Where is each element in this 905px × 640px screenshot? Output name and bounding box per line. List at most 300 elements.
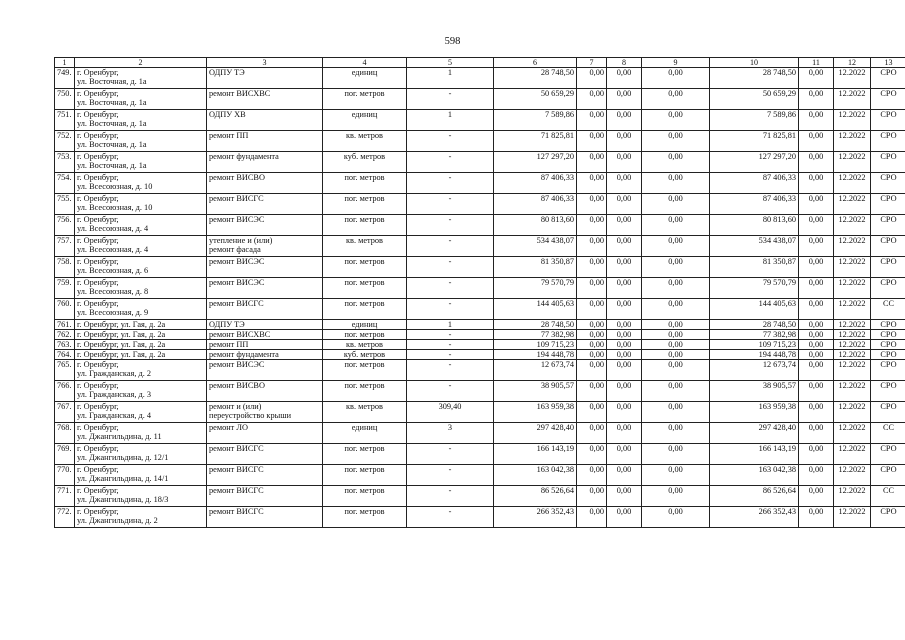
- address-cell: г. Оренбург, ул. Всесоюзная, д. 4: [75, 236, 207, 257]
- work-type-cell: ремонт ВИСЭС: [207, 257, 323, 278]
- column-10-cell: 109 715,23: [710, 340, 799, 350]
- address-cell: г. Оренбург, ул. Гая, д. 2а: [75, 320, 207, 330]
- column-9-cell: 0,00: [642, 89, 710, 110]
- date-cell: 12.2022: [834, 110, 871, 131]
- column-10-cell: 87 406,33: [710, 194, 799, 215]
- quantity-cell: 1: [407, 110, 494, 131]
- table-row: [55, 194, 905, 215]
- column-8-cell: 0,00: [607, 194, 642, 215]
- table-row: [55, 486, 905, 507]
- row-number: 763.: [55, 340, 75, 350]
- column-8-cell: 0,00: [607, 173, 642, 194]
- work-type-cell: ремонт ВИСГС: [207, 465, 323, 486]
- column-11-cell: 0,00: [799, 131, 834, 152]
- table-row: [55, 340, 905, 350]
- column-11-cell: 0,00: [799, 320, 834, 330]
- org-type-cell: СРО: [871, 507, 905, 528]
- column-8-cell: 0,00: [607, 350, 642, 360]
- unit-cell: кв. метров: [323, 131, 407, 152]
- unit-cell: кв. метров: [323, 402, 407, 423]
- row-number: 770.: [55, 465, 75, 486]
- quantity-cell: -: [407, 299, 494, 320]
- column-header: 4: [323, 58, 407, 68]
- cost-cell: 50 659,29: [494, 89, 577, 110]
- address-cell: г. Оренбург, ул. Восточная, д. 1а: [75, 131, 207, 152]
- column-8-cell: 0,00: [607, 486, 642, 507]
- column-7-cell: 0,00: [577, 486, 607, 507]
- quantity-cell: 3: [407, 423, 494, 444]
- unit-cell: пог. метров: [323, 173, 407, 194]
- org-type-cell: СРО: [871, 360, 905, 381]
- quantity-cell: -: [407, 340, 494, 350]
- cost-cell: 87 406,33: [494, 194, 577, 215]
- unit-cell: единиц: [323, 423, 407, 444]
- column-9-cell: 0,00: [642, 330, 710, 340]
- column-9-cell: 0,00: [642, 381, 710, 402]
- unit-cell: куб. метров: [323, 152, 407, 173]
- column-8-cell: 0,00: [607, 131, 642, 152]
- work-type-cell: ремонт ВИСЭС: [207, 215, 323, 236]
- date-cell: 12.2022: [834, 152, 871, 173]
- row-number: 753.: [55, 152, 75, 173]
- column-11-cell: 0,00: [799, 110, 834, 131]
- date-cell: 12.2022: [834, 507, 871, 528]
- org-type-cell: СРО: [871, 89, 905, 110]
- column-10-cell: 79 570,79: [710, 278, 799, 299]
- row-number: 751.: [55, 110, 75, 131]
- work-type-cell: ремонт ВИСЭС: [207, 278, 323, 299]
- unit-cell: кв. метров: [323, 340, 407, 350]
- work-type-cell: ремонт и (или) переустройство крыши: [207, 402, 323, 423]
- address-cell: г. Оренбург, ул. Всесоюзная, д. 10: [75, 194, 207, 215]
- address-cell: г. Оренбург, ул. Всесоюзная, д. 8: [75, 278, 207, 299]
- quantity-cell: -: [407, 173, 494, 194]
- column-10-cell: 166 143,19: [710, 444, 799, 465]
- unit-cell: пог. метров: [323, 444, 407, 465]
- quantity-cell: -: [407, 381, 494, 402]
- table-row: [55, 236, 905, 257]
- cost-cell: 80 813,60: [494, 215, 577, 236]
- column-10-cell: 194 448,78: [710, 350, 799, 360]
- column-10-cell: 127 297,20: [710, 152, 799, 173]
- cost-cell: 127 297,20: [494, 152, 577, 173]
- column-11-cell: 0,00: [799, 330, 834, 340]
- row-number: 767.: [55, 402, 75, 423]
- org-type-cell: СРО: [871, 381, 905, 402]
- column-7-cell: 0,00: [577, 350, 607, 360]
- date-cell: 12.2022: [834, 173, 871, 194]
- date-cell: 12.2022: [834, 402, 871, 423]
- quantity-cell: 309,40: [407, 402, 494, 423]
- cost-cell: 144 405,63: [494, 299, 577, 320]
- address-cell: г. Оренбург, ул. Гая, д. 2а: [75, 340, 207, 350]
- cost-cell: 87 406,33: [494, 173, 577, 194]
- column-8-cell: 0,00: [607, 330, 642, 340]
- table-row: [55, 402, 905, 423]
- column-10-cell: 81 350,87: [710, 257, 799, 278]
- column-7-cell: 0,00: [577, 320, 607, 330]
- quantity-cell: 1: [407, 68, 494, 89]
- date-cell: 12.2022: [834, 444, 871, 465]
- column-8-cell: 0,00: [607, 89, 642, 110]
- work-type-cell: ОДПУ ХВ: [207, 110, 323, 131]
- org-type-cell: СРО: [871, 320, 905, 330]
- cost-cell: 79 570,79: [494, 278, 577, 299]
- row-number: 768.: [55, 423, 75, 444]
- address-cell: г. Оренбург, ул. Гая, д. 2а: [75, 350, 207, 360]
- column-8-cell: 0,00: [607, 257, 642, 278]
- column-11-cell: 0,00: [799, 381, 834, 402]
- column-10-cell: 50 659,29: [710, 89, 799, 110]
- row-number: 772.: [55, 507, 75, 528]
- quantity-cell: -: [407, 360, 494, 381]
- org-type-cell: СС: [871, 299, 905, 320]
- date-cell: 12.2022: [834, 236, 871, 257]
- column-9-cell: 0,00: [642, 68, 710, 89]
- work-type-cell: ремонт ВИСЭС: [207, 360, 323, 381]
- column-9-cell: 0,00: [642, 486, 710, 507]
- unit-cell: пог. метров: [323, 89, 407, 110]
- unit-cell: пог. метров: [323, 257, 407, 278]
- table-row: [55, 360, 905, 381]
- table-row: [55, 110, 905, 131]
- column-7-cell: 0,00: [577, 381, 607, 402]
- column-8-cell: 0,00: [607, 360, 642, 381]
- org-type-cell: СС: [871, 486, 905, 507]
- column-7-cell: 0,00: [577, 340, 607, 350]
- column-7-cell: 0,00: [577, 423, 607, 444]
- date-cell: 12.2022: [834, 330, 871, 340]
- column-7-cell: 0,00: [577, 236, 607, 257]
- date-cell: 12.2022: [834, 194, 871, 215]
- column-9-cell: 0,00: [642, 257, 710, 278]
- column-header: 7: [577, 58, 607, 68]
- date-cell: 12.2022: [834, 381, 871, 402]
- unit-cell: пог. метров: [323, 381, 407, 402]
- row-number: 769.: [55, 444, 75, 465]
- cost-cell: 163 042,38: [494, 465, 577, 486]
- column-9-cell: 0,00: [642, 444, 710, 465]
- unit-cell: единиц: [323, 110, 407, 131]
- cost-cell: 81 350,87: [494, 257, 577, 278]
- date-cell: 12.2022: [834, 257, 871, 278]
- table-row: [55, 299, 905, 320]
- date-cell: 12.2022: [834, 131, 871, 152]
- column-10-cell: 7 589,86: [710, 110, 799, 131]
- work-type-cell: ОДПУ ТЭ: [207, 320, 323, 330]
- column-8-cell: 0,00: [607, 402, 642, 423]
- work-type-cell: ремонт ВИСХВС: [207, 330, 323, 340]
- org-type-cell: СРО: [871, 68, 905, 89]
- column-header: 1: [55, 58, 75, 68]
- column-9-cell: 0,00: [642, 110, 710, 131]
- column-7-cell: 0,00: [577, 278, 607, 299]
- cost-cell: 163 959,38: [494, 402, 577, 423]
- row-number: 752.: [55, 131, 75, 152]
- column-header: 5: [407, 58, 494, 68]
- org-type-cell: СРО: [871, 340, 905, 350]
- date-cell: 12.2022: [834, 215, 871, 236]
- unit-cell: пог. метров: [323, 278, 407, 299]
- row-number: 771.: [55, 486, 75, 507]
- address-cell: г. Оренбург, ул. Гая, д. 2а: [75, 330, 207, 340]
- org-type-cell: СРО: [871, 350, 905, 360]
- cost-cell: 86 526,64: [494, 486, 577, 507]
- table-row: [55, 68, 905, 89]
- date-cell: 12.2022: [834, 89, 871, 110]
- column-9-cell: 0,00: [642, 278, 710, 299]
- quantity-cell: -: [407, 465, 494, 486]
- work-type-cell: ремонт ВИСГС: [207, 486, 323, 507]
- column-header: 3: [207, 58, 323, 68]
- address-cell: г. Оренбург, ул. Гражданская, д. 4: [75, 402, 207, 423]
- work-type-cell: ремонт ПП: [207, 340, 323, 350]
- column-10-cell: 163 042,38: [710, 465, 799, 486]
- date-cell: 12.2022: [834, 423, 871, 444]
- quantity-cell: 1: [407, 320, 494, 330]
- column-8-cell: 0,00: [607, 444, 642, 465]
- column-9-cell: 0,00: [642, 402, 710, 423]
- table-row: [55, 381, 905, 402]
- address-cell: г. Оренбург, ул. Восточная, д. 1а: [75, 110, 207, 131]
- column-7-cell: 0,00: [577, 444, 607, 465]
- row-number: 755.: [55, 194, 75, 215]
- row-number: 750.: [55, 89, 75, 110]
- table-body: [55, 68, 905, 528]
- column-7-cell: 0,00: [577, 402, 607, 423]
- cost-cell: 297 428,40: [494, 423, 577, 444]
- address-cell: г. Оренбург, ул. Восточная, д. 1а: [75, 89, 207, 110]
- column-9-cell: 0,00: [642, 340, 710, 350]
- column-11-cell: 0,00: [799, 194, 834, 215]
- table-row: [55, 350, 905, 360]
- table-row: [55, 320, 905, 330]
- unit-cell: кв. метров: [323, 236, 407, 257]
- table-row: [55, 215, 905, 236]
- work-type-cell: ремонт ВИСВО: [207, 381, 323, 402]
- work-type-cell: ОДПУ ТЭ: [207, 68, 323, 89]
- cost-cell: 28 748,50: [494, 320, 577, 330]
- quantity-cell: -: [407, 131, 494, 152]
- quantity-cell: -: [407, 215, 494, 236]
- column-10-cell: 163 959,38: [710, 402, 799, 423]
- unit-cell: пог. метров: [323, 360, 407, 381]
- table-row: [55, 330, 905, 340]
- column-9-cell: 0,00: [642, 194, 710, 215]
- table-row: [55, 257, 905, 278]
- column-9-cell: 0,00: [642, 320, 710, 330]
- column-7-cell: 0,00: [577, 360, 607, 381]
- date-cell: 12.2022: [834, 486, 871, 507]
- column-11-cell: 0,00: [799, 350, 834, 360]
- work-type-cell: ремонт фундамента: [207, 152, 323, 173]
- column-10-cell: 144 405,63: [710, 299, 799, 320]
- column-11-cell: 0,00: [799, 402, 834, 423]
- address-cell: г. Оренбург, ул. Восточная, д. 1а: [75, 152, 207, 173]
- column-10-cell: 80 813,60: [710, 215, 799, 236]
- column-8-cell: 0,00: [607, 152, 642, 173]
- column-7-cell: 0,00: [577, 152, 607, 173]
- cost-cell: 7 589,86: [494, 110, 577, 131]
- column-11-cell: 0,00: [799, 278, 834, 299]
- column-number-row: [55, 58, 905, 68]
- column-7-cell: 0,00: [577, 299, 607, 320]
- org-type-cell: СРО: [871, 152, 905, 173]
- work-type-cell: ремонт фундамента: [207, 350, 323, 360]
- org-type-cell: СРО: [871, 465, 905, 486]
- address-cell: г. Оренбург, ул. Джангильдина, д. 14/1: [75, 465, 207, 486]
- address-cell: г. Оренбург, ул. Гражданская, д. 3: [75, 381, 207, 402]
- row-number: 757.: [55, 236, 75, 257]
- work-type-cell: ремонт ВИСГС: [207, 299, 323, 320]
- address-cell: г. Оренбург, ул. Всесоюзная, д. 9: [75, 299, 207, 320]
- column-11-cell: 0,00: [799, 423, 834, 444]
- org-type-cell: СРО: [871, 131, 905, 152]
- column-8-cell: 0,00: [607, 340, 642, 350]
- column-9-cell: 0,00: [642, 465, 710, 486]
- unit-cell: пог. метров: [323, 194, 407, 215]
- date-cell: 12.2022: [834, 360, 871, 381]
- org-type-cell: СРО: [871, 257, 905, 278]
- column-9-cell: 0,00: [642, 299, 710, 320]
- org-type-cell: СРО: [871, 402, 905, 423]
- date-cell: 12.2022: [834, 465, 871, 486]
- column-header: 2: [75, 58, 207, 68]
- column-8-cell: 0,00: [607, 299, 642, 320]
- work-type-cell: ремонт ПП: [207, 131, 323, 152]
- column-11-cell: 0,00: [799, 444, 834, 465]
- column-10-cell: 86 526,64: [710, 486, 799, 507]
- column-11-cell: 0,00: [799, 173, 834, 194]
- column-header: 8: [607, 58, 642, 68]
- org-type-cell: СРО: [871, 194, 905, 215]
- table-row: [55, 507, 905, 528]
- column-11-cell: 0,00: [799, 215, 834, 236]
- unit-cell: пог. метров: [323, 507, 407, 528]
- org-type-cell: СРО: [871, 110, 905, 131]
- quantity-cell: -: [407, 278, 494, 299]
- quantity-cell: -: [407, 236, 494, 257]
- work-type-cell: ремонт ВИСГС: [207, 507, 323, 528]
- column-8-cell: 0,00: [607, 465, 642, 486]
- work-type-cell: ремонт ВИСВО: [207, 173, 323, 194]
- table-row: [55, 89, 905, 110]
- quantity-cell: -: [407, 89, 494, 110]
- unit-cell: пог. метров: [323, 215, 407, 236]
- column-header: 11: [799, 58, 834, 68]
- column-11-cell: 0,00: [799, 236, 834, 257]
- org-type-cell: СРО: [871, 444, 905, 465]
- column-7-cell: 0,00: [577, 194, 607, 215]
- column-9-cell: 0,00: [642, 236, 710, 257]
- column-9-cell: 0,00: [642, 173, 710, 194]
- column-7-cell: 0,00: [577, 89, 607, 110]
- address-cell: г. Оренбург, ул. Джангильдина, д. 2: [75, 507, 207, 528]
- work-type-cell: ремонт ВИСГС: [207, 444, 323, 465]
- date-cell: 12.2022: [834, 68, 871, 89]
- column-10-cell: 71 825,81: [710, 131, 799, 152]
- row-number: 749.: [55, 68, 75, 89]
- cost-cell: 266 352,43: [494, 507, 577, 528]
- quantity-cell: -: [407, 330, 494, 340]
- column-7-cell: 0,00: [577, 257, 607, 278]
- column-8-cell: 0,00: [607, 423, 642, 444]
- work-type-cell: ремонт ВИСГС: [207, 194, 323, 215]
- address-cell: г. Оренбург, ул. Всесоюзная, д. 6: [75, 257, 207, 278]
- work-type-cell: ремонт ВИСХВС: [207, 89, 323, 110]
- unit-cell: единиц: [323, 320, 407, 330]
- column-8-cell: 0,00: [607, 236, 642, 257]
- org-type-cell: СРО: [871, 215, 905, 236]
- column-9-cell: 0,00: [642, 423, 710, 444]
- cost-cell: 534 438,07: [494, 236, 577, 257]
- work-type-cell: ремонт ЛО: [207, 423, 323, 444]
- table-row: [55, 278, 905, 299]
- column-9-cell: 0,00: [642, 152, 710, 173]
- quantity-cell: -: [407, 507, 494, 528]
- org-type-cell: СРО: [871, 173, 905, 194]
- address-cell: г. Оренбург, ул. Гражданская, д. 2: [75, 360, 207, 381]
- column-10-cell: 12 673,74: [710, 360, 799, 381]
- column-9-cell: 0,00: [642, 215, 710, 236]
- column-10-cell: 28 748,50: [710, 68, 799, 89]
- address-cell: г. Оренбург, ул. Восточная, д. 1а: [75, 68, 207, 89]
- column-header: 13: [871, 58, 905, 68]
- cost-cell: 194 448,78: [494, 350, 577, 360]
- column-8-cell: 0,00: [607, 110, 642, 131]
- unit-cell: куб. метров: [323, 350, 407, 360]
- table-row: [55, 152, 905, 173]
- column-header: 9: [642, 58, 710, 68]
- column-11-cell: 0,00: [799, 257, 834, 278]
- row-number: 758.: [55, 257, 75, 278]
- cost-cell: 166 143,19: [494, 444, 577, 465]
- row-number: 756.: [55, 215, 75, 236]
- column-7-cell: 0,00: [577, 330, 607, 340]
- table-row: [55, 131, 905, 152]
- row-number: 760.: [55, 299, 75, 320]
- table-row: [55, 444, 905, 465]
- column-10-cell: 77 382,98: [710, 330, 799, 340]
- unit-cell: пог. метров: [323, 330, 407, 340]
- column-10-cell: 38 905,57: [710, 381, 799, 402]
- unit-cell: пог. метров: [323, 465, 407, 486]
- column-11-cell: 0,00: [799, 152, 834, 173]
- date-cell: 12.2022: [834, 340, 871, 350]
- column-11-cell: 0,00: [799, 507, 834, 528]
- date-cell: 12.2022: [834, 278, 871, 299]
- page-number: 598: [444, 36, 461, 47]
- date-cell: 12.2022: [834, 350, 871, 360]
- date-cell: 12.2022: [834, 320, 871, 330]
- column-header: 6: [494, 58, 577, 68]
- column-8-cell: 0,00: [607, 278, 642, 299]
- row-number: 764.: [55, 350, 75, 360]
- table-row: [55, 465, 905, 486]
- column-10-cell: 266 352,43: [710, 507, 799, 528]
- column-9-cell: 0,00: [642, 131, 710, 152]
- row-number: 759.: [55, 278, 75, 299]
- row-number: 754.: [55, 173, 75, 194]
- cost-cell: 71 825,81: [494, 131, 577, 152]
- column-10-cell: 534 438,07: [710, 236, 799, 257]
- column-11-cell: 0,00: [799, 299, 834, 320]
- column-8-cell: 0,00: [607, 68, 642, 89]
- quantity-cell: -: [407, 486, 494, 507]
- column-8-cell: 0,00: [607, 320, 642, 330]
- column-7-cell: 0,00: [577, 507, 607, 528]
- table-row: [55, 173, 905, 194]
